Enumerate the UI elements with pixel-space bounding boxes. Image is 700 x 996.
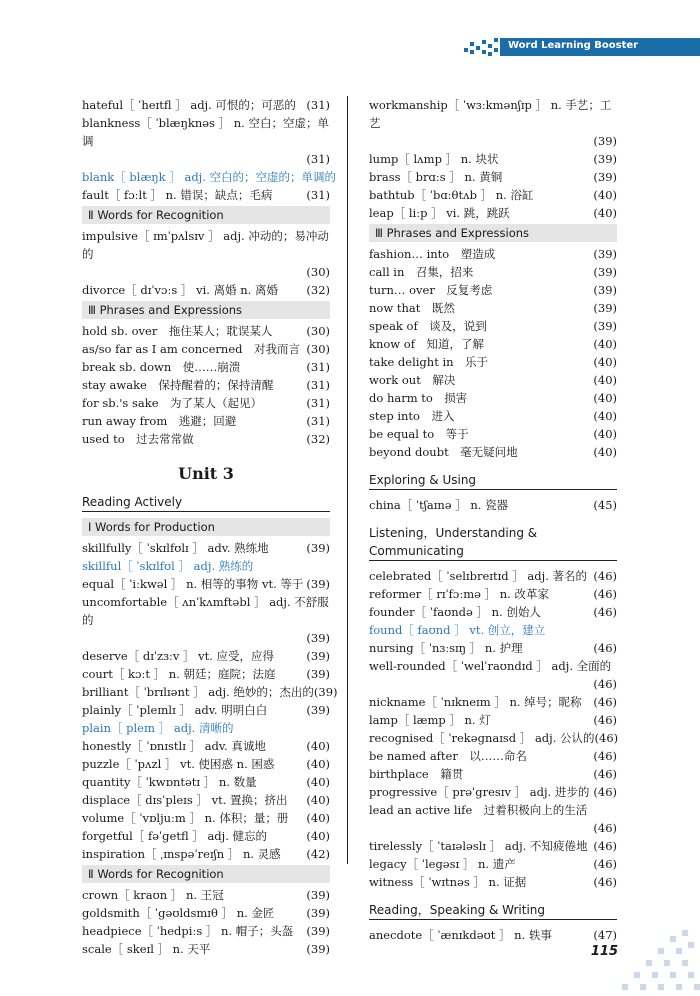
vocab-entry: goldsmith［ ˈgəʊldsmɪθ ］ n. 金匠 (39) xyxy=(82,906,330,920)
vocab-entry: scale［ skeɪl ］ n. 天平 (39) xyxy=(82,942,330,956)
phrase-entry: lead an active life 过着积极向上的生活 (46) xyxy=(369,803,617,835)
vocab-entry: forgetful［ fəˈgetfl ］ adj. 健忘的 (40) xyxy=(82,829,330,843)
vocab-entry: recognised［ ˈrekəgnaɪsd ］ adj. 公认的 (46) xyxy=(369,731,619,745)
vocab-entry: lamp［ læmp ］ n. 灯 (46) xyxy=(369,713,617,727)
vocab-entry: anecdote［ ˈænɪkdəʊt ］ n. 轶事 (47) xyxy=(369,928,617,942)
vocab-entry: legacy［ ˈlegəsɪ ］ n. 遗产 (46) xyxy=(369,857,617,871)
phrases-heading: Ⅲ Phrases and Expressions xyxy=(82,301,330,319)
reading-actively-heading: Reading Actively xyxy=(82,493,330,512)
vocab-entry: well-rounded［ ˈwelˈraʊndɪd ］ adj. 全面的 (46) xyxy=(369,659,617,691)
phrase-entry: turn… over 反复考虑 (39) xyxy=(369,283,617,297)
vocab-entry: reformer［ rɪˈfɔːmə ］ n. 改革家 (46) xyxy=(369,587,617,601)
words-for-recognition-heading: Ⅱ Words for Recognition xyxy=(82,206,330,224)
vocab-entry: brilliant［ ˈbrɪlɪənt ］ adj. 绝妙的；杰出的 (39) xyxy=(82,685,338,699)
vocab-entry: blankness［ ˈblæŋknəs ］ n. 空白；空虚；单调 (31) xyxy=(82,116,330,166)
listening-heading: Listening，Understanding & Communicating xyxy=(369,524,617,561)
vocab-entry: fault［ fɔːlt ］ n. 错误；缺点；毛病 (31) xyxy=(82,188,330,202)
phrase-entry: break sb. down 使……崩溃 (31) xyxy=(82,360,330,374)
phrase-entry: take delight in 乐于 (40) xyxy=(369,355,617,369)
phrase-entry: call in 召集，招来 (39) xyxy=(369,265,617,279)
vocab-entry: tirelessly［ ˈtaɪələslɪ ］ adj. 不知疲倦地 (46) xyxy=(369,839,617,853)
vocab-entry: progressive［ prəˈgresɪv ］ adj. 进步的 (46) xyxy=(369,785,617,799)
vocab-entry-derived: found［ faʊnd ］ vt. 创立，建立 xyxy=(369,623,546,637)
phrase-entry: beyond doubt 毫无疑问地 (40) xyxy=(369,445,617,459)
vocab-entry: founder［ ˈfaʊndə ］ n. 创始人 (46) xyxy=(369,605,617,619)
vocab-entry-derived: skillful［ ˈskɪlfʊl ］ adj. 熟练的 xyxy=(82,559,254,573)
vocab-entry: witness［ ˈwɪtnəs ］ n. 证据 (46) xyxy=(369,875,617,889)
unit-title: Unit 3 xyxy=(178,464,234,483)
vocab-entry: volume［ ˈvɒljuːm ］ n. 体积；量；册 (40) xyxy=(82,811,330,825)
reading-speaking-writing-heading: Reading，Speaking & Writing xyxy=(369,901,617,920)
exploring-using-heading: Exploring & Using xyxy=(369,471,617,490)
phrase-entry: stay awake 保持醒着的；保持清醒 (31) xyxy=(82,378,330,392)
phrase-entry: step into 进入 (40) xyxy=(369,409,617,423)
phrase-entry: for sb.'s sake 为了某人（起见） (31) xyxy=(82,396,330,410)
corner-pixel-decoration-icon xyxy=(610,926,700,996)
vocab-entry-derived: blank［ blæŋk ］ adj. 空白的；空虚的；单调的 xyxy=(82,170,337,184)
vocab-entry: celebrated［ ˈselɪbreɪtɪd ］ adj. 著名的 (46) xyxy=(369,569,617,583)
vocab-entry: workmanship［ ˈwɜːkmənʃɪp ］ n. 手艺；工艺 (39) xyxy=(369,98,617,148)
vocab-entry: honestly［ ˈɒnɪstlɪ ］ adv. 真诚地 (40) xyxy=(82,739,330,753)
vocab-entry: nursing［ ˈnɜːsɪŋ ］ n. 护理 (46) xyxy=(369,641,617,655)
vocab-entry: nickname［ ˈnɪkneɪm ］ n. 绰号；昵称 (46) xyxy=(369,695,617,709)
phrase-entry: used to 过去常常做 (32) xyxy=(82,432,330,446)
phrase-entry: as/so far as I am concerned 对我而言 (30) xyxy=(82,342,330,356)
phrase-entry: hold sb. over 拖住某人；耽误某人 (30) xyxy=(82,324,330,338)
vocab-entry-derived: plain［ pleɪn ］ adj. 清晰的 xyxy=(82,721,234,735)
phrase-entry: work out 解决 (40) xyxy=(369,373,617,387)
vocab-entry: skillfully［ ˈskɪlfʊlɪ ］ adv. 熟练地 (39) xyxy=(82,541,330,555)
pixel-decoration-icon xyxy=(460,38,504,56)
header-banner xyxy=(460,38,700,56)
vocab-entry: bathtub［ ˈbɑːθtʌb ］ n. 浴缸 (40) xyxy=(369,188,617,202)
phrase-entry: do harm to 损害 (40) xyxy=(369,391,617,405)
banner-title: Word Learning Booster xyxy=(508,40,639,51)
vocab-entry: inspiration［ ˌɪnspəˈreɪʃn ］ n. 灵感 (42) xyxy=(82,847,330,861)
vocab-entry: china［ ˈtʃaɪnə ］ n. 瓷器 (45) xyxy=(369,498,617,512)
vocab-entry: deserve［ dɪˈzɜːv ］ vt. 应受，应得 (39) xyxy=(82,649,330,663)
vocab-entry: hateful［ ˈheɪtfl ］ adj. 可恨的；可恶的 (31) xyxy=(82,98,330,112)
page-number: 115 xyxy=(590,944,618,959)
vocab-entry: crown［ kraʊn ］ n. 王冠 (39) xyxy=(82,888,330,902)
vocab-entry: uncomfortable［ ʌnˈkʌmftəbl ］ adj. 不舒服的 (39) xyxy=(82,595,330,645)
left-column xyxy=(82,96,338,958)
words-for-recognition-heading: Ⅱ Words for Recognition xyxy=(82,865,330,883)
vocab-entry: court［ kɔːt ］ n. 朝廷；庭院；法庭 (39) xyxy=(82,667,330,681)
vocab-entry: leap［ liːp ］ vi. 跳，跳跃 (40) xyxy=(369,206,617,220)
phrase-entry: know of 知道，了解 (40) xyxy=(369,337,617,351)
phrase-entry: fashion… into 塑造成 (39) xyxy=(369,247,617,261)
phrase-entry: be equal to 等于 (40) xyxy=(369,427,617,441)
vocab-entry: impulsive［ ɪmˈpʌlsɪv ］ adj. 冲动的；易冲动的 (30) xyxy=(82,229,330,279)
phrases-heading: Ⅲ Phrases and Expressions xyxy=(369,224,617,242)
vocab-entry: plainly［ ˈpleɪnlɪ ］ adv. 明明白白 (39) xyxy=(82,703,330,717)
vocab-entry: displace［ dɪsˈpleɪs ］ vt. 置换；挤出 (40) xyxy=(82,793,330,807)
words-for-production-heading: Ⅰ Words for Production xyxy=(82,518,330,536)
vocab-entry: puzzle［ ˈpʌzl ］ vt. 使困惑 n. 困惑 (40) xyxy=(82,757,330,771)
vocab-entry: brass［ brɑːs ］ n. 黄铜 (39) xyxy=(369,170,617,184)
column-divider xyxy=(347,96,348,864)
phrase-entry: speak of 谈及，说到 (39) xyxy=(369,319,617,333)
vocab-entry: equal［ ˈiːkwəl ］ n. 相等的事物 vt. 等于 (39) xyxy=(82,577,330,591)
phrase-entry: run away from 逃避；回避 (31) xyxy=(82,414,330,428)
right-column xyxy=(369,96,617,944)
vocab-entry: birthplace 籍贯 (46) xyxy=(369,767,617,781)
phrase-entry: now that 既然 (39) xyxy=(369,301,617,315)
vocab-entry: lump［ lʌmp ］ n. 块状 (39) xyxy=(369,152,617,166)
vocab-entry: quantity［ ˈkwɒntətɪ ］ n. 数量 (40) xyxy=(82,775,330,789)
vocab-entry: headpiece［ ˈhedpiːs ］ n. 帽子；头盔 (39) xyxy=(82,924,330,938)
phrase-entry: be named after 以……命名 (46) xyxy=(369,749,617,763)
vocab-entry: divorce［ dɪˈvɔːs ］ vi. 离婚 n. 离婚 (32) xyxy=(82,283,330,297)
